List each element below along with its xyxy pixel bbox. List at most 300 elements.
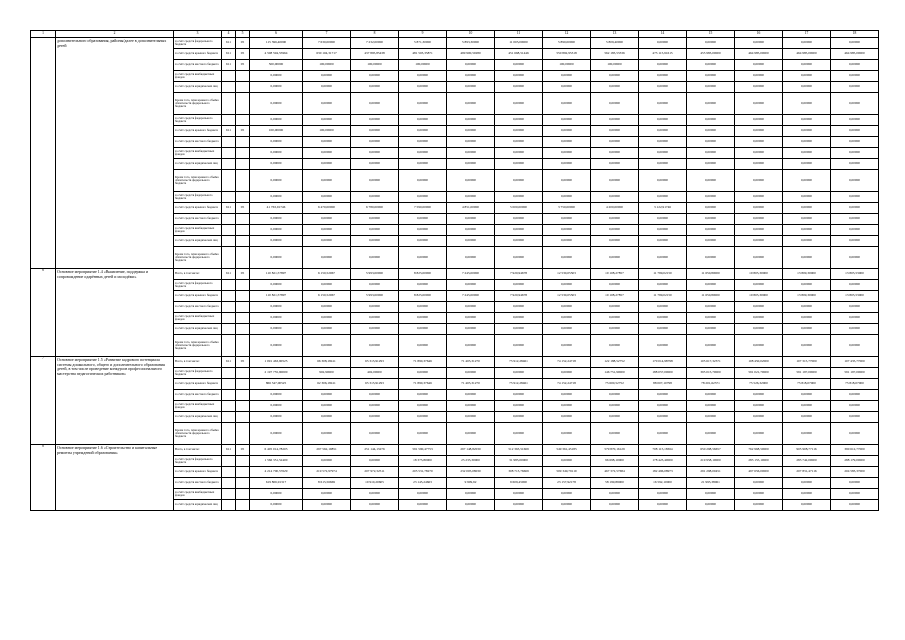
funding-source: за счёт средств местного бюджета <box>174 137 222 148</box>
funding-source: за счёт средств федерального бюджета <box>174 192 222 203</box>
amount-cell: 0,00000 <box>351 500 399 511</box>
column-number: 10 <box>447 31 495 38</box>
amount-cell: 0,00000 <box>735 225 783 236</box>
amount-cell: 75 818,07000 <box>783 379 831 390</box>
amount-cell: 0,00000 <box>351 324 399 335</box>
funding-source: за счёт средств юридических лиц <box>174 236 222 247</box>
amount-cell: 146 751,90000 <box>591 368 639 379</box>
amount-cell: 297 562,19851 <box>303 445 351 456</box>
amount-cell: 2 197 755,90000 <box>250 368 303 379</box>
amount-cell: 0,00000 <box>495 401 543 412</box>
amount-cell: 0,00000 <box>495 500 543 511</box>
amount-cell: 100,00000 <box>303 60 351 71</box>
code-cell <box>236 214 250 225</box>
funding-source: за счёт средств краевого бюджета <box>174 291 222 302</box>
amount-cell: 0,00000 <box>543 93 591 115</box>
code-cell <box>236 236 250 247</box>
amount-cell: 591 021,70000 <box>735 368 783 379</box>
amount-cell: 178 423,40000 <box>639 456 687 467</box>
code-cell <box>236 225 250 236</box>
amount-cell: 0,00000 <box>831 302 879 313</box>
row-index: 8 <box>31 445 56 511</box>
amount-cell: 100,00000 <box>351 60 399 71</box>
amount-cell: 7 920,94678 <box>495 269 543 280</box>
code-cell <box>236 247 250 269</box>
amount-cell: 0,00000 <box>399 368 447 379</box>
amount-cell: 105 617,32371 <box>687 357 735 368</box>
amount-cell: 23 157,92178 <box>543 478 591 489</box>
amount-cell: 0,00000 <box>399 390 447 401</box>
budget-table <box>30 30 879 511</box>
amount-cell: 0,00000 <box>591 401 639 412</box>
amount-cell: 0,00000 <box>303 401 351 412</box>
amount-cell: 905 908,77116 <box>783 445 831 456</box>
amount-cell: 58 199,89000 <box>591 478 639 489</box>
amount-cell: 0,00000 <box>543 148 591 159</box>
amount-cell: 0,00000 <box>495 280 543 291</box>
amount-cell: 0,00000 <box>639 390 687 401</box>
funding-source: Кроме того, план краевого объёма обязательств федерального бюджета <box>174 170 222 192</box>
amount-cell: 0,00000 <box>495 335 543 357</box>
amount-cell: 0,00000 <box>250 214 303 225</box>
amount-cell: 0,00000 <box>543 412 591 423</box>
amount-cell: 0,00000 <box>831 126 879 137</box>
amount-cell: 0,00000 <box>351 137 399 148</box>
amount-cell: 297 148,82030 <box>447 445 495 456</box>
amount-cell: 390 612,77000 <box>831 445 879 456</box>
code-cell <box>236 115 250 126</box>
amount-cell: 7 245,00000 <box>447 291 495 302</box>
amount-cell: 0,00000 <box>639 500 687 511</box>
amount-cell: 5 871,30000 <box>399 38 447 49</box>
amount-cell: 71 403,31270 <box>447 357 495 368</box>
activity-name: Основное мероприятие 1.4 «Выявление, поддержка и сопровождение одарённых детей и молодёжи» <box>56 269 174 357</box>
amount-cell: 0,00000 <box>639 159 687 170</box>
amount-cell: 74 152,24718 <box>543 357 591 368</box>
column-number: 17 <box>783 31 831 38</box>
amount-cell: 0,00000 <box>447 423 495 445</box>
amount-cell: 13 809,30000 <box>783 269 831 280</box>
amount-cell: 395 015,70000 <box>687 368 735 379</box>
column-number: 16 <box>735 31 783 38</box>
amount-cell: 0,00000 <box>831 324 879 335</box>
amount-cell: 0,00000 <box>687 38 735 49</box>
amount-cell: 0,00000 <box>687 170 735 192</box>
amount-cell: 0,00000 <box>351 214 399 225</box>
amount-cell: 451 668,51446 <box>495 49 543 60</box>
code-cell: 05 <box>236 357 250 368</box>
amount-cell: 0,00000 <box>735 390 783 401</box>
amount-cell: 3 750,00000 <box>543 203 591 214</box>
amount-cell: 0,00000 <box>831 390 879 401</box>
funding-source: за счёт средств юридических лиц <box>174 412 222 423</box>
amount-cell: 0,00000 <box>303 412 351 423</box>
amount-cell: 0,00000 <box>687 423 735 445</box>
amount-cell: 7 590,00000 <box>399 203 447 214</box>
amount-cell: 0,00000 <box>495 247 543 269</box>
amount-cell: 0,00000 <box>591 192 639 203</box>
amount-cell: 0,00000 <box>351 456 399 467</box>
code-cell <box>222 456 236 467</box>
amount-cell: 0,00000 <box>591 302 639 313</box>
amount-cell: 0,00000 <box>399 148 447 159</box>
column-number: 11 <box>495 31 543 38</box>
amount-cell: 0,00000 <box>495 192 543 203</box>
funding-source: за счёт средств внебюджетных фондов <box>174 401 222 412</box>
amount-cell: 0,00000 <box>495 60 543 71</box>
amount-cell: 0,00000 <box>303 236 351 247</box>
amount-cell: 0,00000 <box>687 489 735 500</box>
amount-cell: 0,00000 <box>303 302 351 313</box>
amount-cell: 0,00000 <box>399 170 447 192</box>
amount-cell: 497 656,00000 <box>735 467 783 478</box>
amount-cell: 62 306,18411 <box>303 379 351 390</box>
amount-cell: 75 912,28461 <box>495 379 543 390</box>
code-cell <box>222 236 236 247</box>
amount-cell: 591 197,00000 <box>783 368 831 379</box>
code-cell <box>236 368 250 379</box>
amount-cell: 0,00000 <box>783 170 831 192</box>
amount-cell: 13 809,30000 <box>783 291 831 302</box>
amount-cell: 0,00000 <box>639 335 687 357</box>
amount-cell: 0,00000 <box>543 247 591 269</box>
amount-cell: 71 890,37646 <box>399 379 447 390</box>
code-cell <box>236 137 250 148</box>
amount-cell: 71 890,37646 <box>399 357 447 368</box>
amount-cell: 0,00000 <box>735 324 783 335</box>
code-cell <box>236 423 250 445</box>
amount-cell: 0,00000 <box>639 225 687 236</box>
amount-cell: 0,00000 <box>250 82 303 93</box>
code-cell <box>236 192 250 203</box>
table-row <box>31 357 879 368</box>
funding-source: за счёт средств юридических лиц <box>174 82 222 93</box>
code-cell <box>222 489 236 500</box>
amount-cell: 0,00000 <box>831 313 879 324</box>
amount-cell: 0,00000 <box>687 412 735 423</box>
amount-cell: 0,00000 <box>351 412 399 423</box>
funding-source: за счёт средств краевого бюджета <box>174 203 222 214</box>
amount-cell: 0,00000 <box>591 159 639 170</box>
amount-cell: 0,00000 <box>687 280 735 291</box>
amount-cell: 0,00000 <box>783 60 831 71</box>
amount-cell: 8 825,00000 <box>399 291 447 302</box>
amount-cell: 0,00000 <box>687 115 735 126</box>
amount-cell: 0,00000 <box>250 159 303 170</box>
column-number: 2 <box>56 31 174 38</box>
amount-cell: 0,00000 <box>591 390 639 401</box>
column-number: 9 <box>399 31 447 38</box>
amount-cell: 0,00000 <box>735 236 783 247</box>
amount-cell: 473 115,91615 <box>639 49 687 60</box>
code-cell <box>236 456 250 467</box>
code-cell <box>236 335 250 357</box>
amount-cell: 902,90000 <box>303 368 351 379</box>
amount-cell: 0,00000 <box>831 71 879 82</box>
column-number: 1 <box>31 31 56 38</box>
amount-cell: 0,00000 <box>543 236 591 247</box>
amount-cell: 0,00000 <box>303 313 351 324</box>
amount-cell: 0,00000 <box>351 236 399 247</box>
amount-cell: 0,00000 <box>399 236 447 247</box>
amount-cell: 0,00000 <box>783 280 831 291</box>
amount-cell: 0,00000 <box>591 170 639 192</box>
amount-cell: 0,00000 <box>447 500 495 511</box>
amount-cell: 0,00000 <box>687 236 735 247</box>
amount-cell: 0,00000 <box>735 71 783 82</box>
amount-cell: 579 870,16129 <box>591 445 639 456</box>
code-cell <box>222 467 236 478</box>
amount-cell: 0,00000 <box>303 500 351 511</box>
code-cell <box>236 401 250 412</box>
amount-cell: 0,00000 <box>447 71 495 82</box>
amount-cell: 0,00000 <box>735 247 783 269</box>
code-cell <box>236 302 250 313</box>
amount-cell: 188 057,00000 <box>639 368 687 379</box>
amount-cell: 0,00000 <box>831 500 879 511</box>
amount-cell: 0,00000 <box>639 401 687 412</box>
funding-source: Всего, в том числе: <box>174 357 222 368</box>
amount-cell: 0,00000 <box>687 313 735 324</box>
code-cell: 05 <box>236 126 250 137</box>
amount-cell: 0,00000 <box>831 192 879 203</box>
code-cell <box>222 401 236 412</box>
amount-cell: 0,00000 <box>687 82 735 93</box>
amount-cell: 0,00000 <box>495 115 543 126</box>
amount-cell: 0,00000 <box>303 137 351 148</box>
amount-cell: 0,00000 <box>783 159 831 170</box>
amount-cell: 3 122,91746 <box>639 203 687 214</box>
amount-cell: 0,00000 <box>447 324 495 335</box>
amount-cell: 0,00000 <box>351 313 399 324</box>
amount-cell: 0,00000 <box>543 489 591 500</box>
amount-cell: 0,00000 <box>831 137 879 148</box>
amount-cell: 591 590,47753 <box>399 445 447 456</box>
amount-cell: 25 233,30000 <box>447 456 495 467</box>
amount-cell: 0,00000 <box>399 500 447 511</box>
code-cell <box>222 390 236 401</box>
amount-cell: 0,00000 <box>543 170 591 192</box>
amount-cell: 5 993,00000 <box>351 269 399 280</box>
amount-cell: 0,00000 <box>831 401 879 412</box>
amount-cell: 0,00000 <box>399 192 447 203</box>
amount-cell: 0,00000 <box>831 236 879 247</box>
amount-cell: 0,00000 <box>639 60 687 71</box>
amount-cell: 12 530,05503 <box>543 291 591 302</box>
amount-cell: 0,00000 <box>687 225 735 236</box>
amount-cell: 0,00000 <box>303 159 351 170</box>
row-index: 6 <box>31 269 56 357</box>
amount-cell: 0,00000 <box>783 247 831 269</box>
amount-cell: 7 630,00000 <box>303 38 351 49</box>
amount-cell: 0,00000 <box>591 93 639 115</box>
code-cell <box>236 379 250 390</box>
amount-cell: 10 108,27857 <box>591 269 639 280</box>
amount-cell: 0,00000 <box>687 500 735 511</box>
amount-cell: 0,00000 <box>250 115 303 126</box>
amount-cell: 0,00000 <box>735 478 783 489</box>
code-cell: 05 <box>236 60 250 71</box>
amount-cell: 0,00000 <box>735 148 783 159</box>
amount-cell: 0,00000 <box>495 324 543 335</box>
code-cell <box>222 93 236 115</box>
amount-cell: 5 893,30000 <box>447 38 495 49</box>
amount-cell: 0,00000 <box>735 335 783 357</box>
amount-cell: 0,00000 <box>831 82 879 93</box>
amount-cell: 455 983,00000 <box>687 49 735 60</box>
amount-cell: 100,00000 <box>591 60 639 71</box>
code-cell <box>222 192 236 203</box>
amount-cell: 0,00000 <box>639 115 687 126</box>
amount-cell: 6 780,00000 <box>351 203 399 214</box>
amount-cell: 16 592,10000 <box>639 478 687 489</box>
amount-cell: 75 526,32000 <box>735 379 783 390</box>
amount-cell: 9 609,45000 <box>495 478 543 489</box>
amount-cell: 0,00000 <box>735 137 783 148</box>
code-cell <box>222 148 236 159</box>
amount-cell: 0,00000 <box>639 423 687 445</box>
amount-cell: 10 108,27857 <box>591 291 639 302</box>
amount-cell: 0,00000 <box>639 247 687 269</box>
amount-cell: 0,00000 <box>783 115 831 126</box>
amount-cell: 0,00000 <box>250 148 303 159</box>
amount-cell: 7 920,94678 <box>495 291 543 302</box>
amount-cell: 0,00000 <box>591 412 639 423</box>
amount-cell: 0,00000 <box>303 170 351 192</box>
column-number: 14 <box>639 31 687 38</box>
amount-cell: 0,00000 <box>447 302 495 313</box>
code-cell: 05 <box>236 269 250 280</box>
amount-cell: 0,00000 <box>495 390 543 401</box>
amount-cell: 0,00000 <box>687 335 735 357</box>
column-number: 4 <box>222 31 236 38</box>
amount-cell: 9 909,92 <box>447 478 495 489</box>
code-cell <box>236 500 250 511</box>
amount-cell: 74 152,24718 <box>543 379 591 390</box>
column-number: 7 <box>303 31 351 38</box>
amount-cell: 0,00000 <box>591 225 639 236</box>
amount-cell: 0,00000 <box>687 401 735 412</box>
amount-cell: 0,00000 <box>351 247 399 269</box>
amount-cell: 0,00000 <box>639 82 687 93</box>
amount-cell: 0,00000 <box>399 423 447 445</box>
amount-cell: 0,00000 <box>831 214 879 225</box>
amount-cell: 0,00000 <box>735 203 783 214</box>
amount-cell: 4 508 594,55964 <box>250 49 303 60</box>
funding-source: за счёт средств краевого бюджета <box>174 126 222 137</box>
code-cell: 611 <box>222 126 236 137</box>
amount-cell: 1 091 463,90525 <box>250 357 303 368</box>
amount-cell: 0,00000 <box>495 214 543 225</box>
code-cell <box>236 313 250 324</box>
amount-cell: 291 298,00451 <box>687 467 735 478</box>
code-cell <box>236 489 250 500</box>
funding-source: за счёт средств федерального бюджета <box>174 280 222 291</box>
amount-cell: 0,00000 <box>351 423 399 445</box>
amount-cell: 464 985,00000 <box>735 49 783 60</box>
amount-cell: 0,00000 <box>687 137 735 148</box>
amount-cell: 0,00000 <box>495 489 543 500</box>
column-number: 5 <box>236 31 250 38</box>
amount-cell: 0,00000 <box>495 170 543 192</box>
amount-cell: 0,00000 <box>351 115 399 126</box>
amount-cell: 0,00000 <box>250 137 303 148</box>
amount-cell: 0,00000 <box>495 126 543 137</box>
amount-cell: 0,00000 <box>783 478 831 489</box>
amount-cell: 0,00000 <box>447 148 495 159</box>
amount-cell: 6 405 014,78203 <box>250 445 303 456</box>
amount-cell: 0,00000 <box>735 302 783 313</box>
amount-cell: 0,00000 <box>447 192 495 203</box>
amount-cell: 8 825,00000 <box>399 269 447 280</box>
amount-cell: 0,00000 <box>250 489 303 500</box>
amount-cell: 512 363,51669 <box>495 445 543 456</box>
code-cell: 611 <box>222 445 236 456</box>
amount-cell: 204 583,37000 <box>831 467 879 478</box>
amount-cell: 0,00000 <box>447 170 495 192</box>
amount-cell: 0,00000 <box>351 93 399 115</box>
amount-cell: 0,00000 <box>735 412 783 423</box>
amount-cell: 0,00000 <box>495 423 543 445</box>
amount-cell: 0,00000 <box>250 423 303 445</box>
amount-cell: 0,00000 <box>735 159 783 170</box>
amount-cell: 88 007,10798 <box>639 379 687 390</box>
code-cell <box>236 324 250 335</box>
amount-cell: 0,00000 <box>639 236 687 247</box>
amount-cell: 6 150,52067 <box>303 269 351 280</box>
amount-cell: 66 308,18411 <box>303 357 351 368</box>
amount-cell: 0,00000 <box>447 60 495 71</box>
amount-cell: 0,00000 <box>831 489 879 500</box>
amount-cell: 0,00000 <box>831 170 879 192</box>
amount-cell: 10 803,30000 <box>735 291 783 302</box>
amount-cell: 499 900,50280 <box>447 49 495 60</box>
amount-cell: 0,00000 <box>831 247 879 269</box>
amount-cell: 0,00000 <box>687 203 735 214</box>
amount-cell: 0,00000 <box>250 247 303 269</box>
amount-cell: 0,00000 <box>447 313 495 324</box>
amount-cell: 0,00000 <box>399 280 447 291</box>
amount-cell: 0,00000 <box>735 192 783 203</box>
amount-cell: 0,00000 <box>399 302 447 313</box>
amount-cell: 0,00000 <box>687 192 735 203</box>
amount-cell: 0,00000 <box>543 313 591 324</box>
amount-cell: 0,00000 <box>303 192 351 203</box>
code-cell: 05 <box>236 49 250 60</box>
amount-cell: 0,00000 <box>250 324 303 335</box>
amount-cell: 0,00000 <box>399 489 447 500</box>
amount-cell: 0,00000 <box>495 71 543 82</box>
amount-cell: 0,00000 <box>639 313 687 324</box>
amount-cell: 0,00000 <box>543 280 591 291</box>
amount-cell: 1 566 351,52400 <box>250 456 303 467</box>
amount-cell: 0,00000 <box>831 93 879 115</box>
amount-cell: 0,00000 <box>591 214 639 225</box>
code-cell <box>222 324 236 335</box>
code-cell: 611 <box>222 38 236 49</box>
amount-cell: 0,00000 <box>687 71 735 82</box>
amount-cell: 562 183,53336 <box>591 49 639 60</box>
amount-cell: 0,00000 <box>495 302 543 313</box>
activity-name: Основное мероприятие 1.5 «Развитие кадрового потенциала системы дошкольного, общего и дополнительного образования детей, в том числе проведение конкурсов профессионального мастерства педагогических работников» <box>56 357 174 445</box>
funding-source: за счёт средств федерального бюджета <box>174 456 222 467</box>
amount-cell: 0,00000 <box>303 324 351 335</box>
funding-source: за счёт средств внебюджетных фондов <box>174 313 222 324</box>
amount-cell: 0,00000 <box>783 412 831 423</box>
amount-cell: 0,00000 <box>831 115 879 126</box>
funding-source: за счёт средств внебюджетных фондов <box>174 71 222 82</box>
amount-cell: 0,00000 <box>351 126 399 137</box>
